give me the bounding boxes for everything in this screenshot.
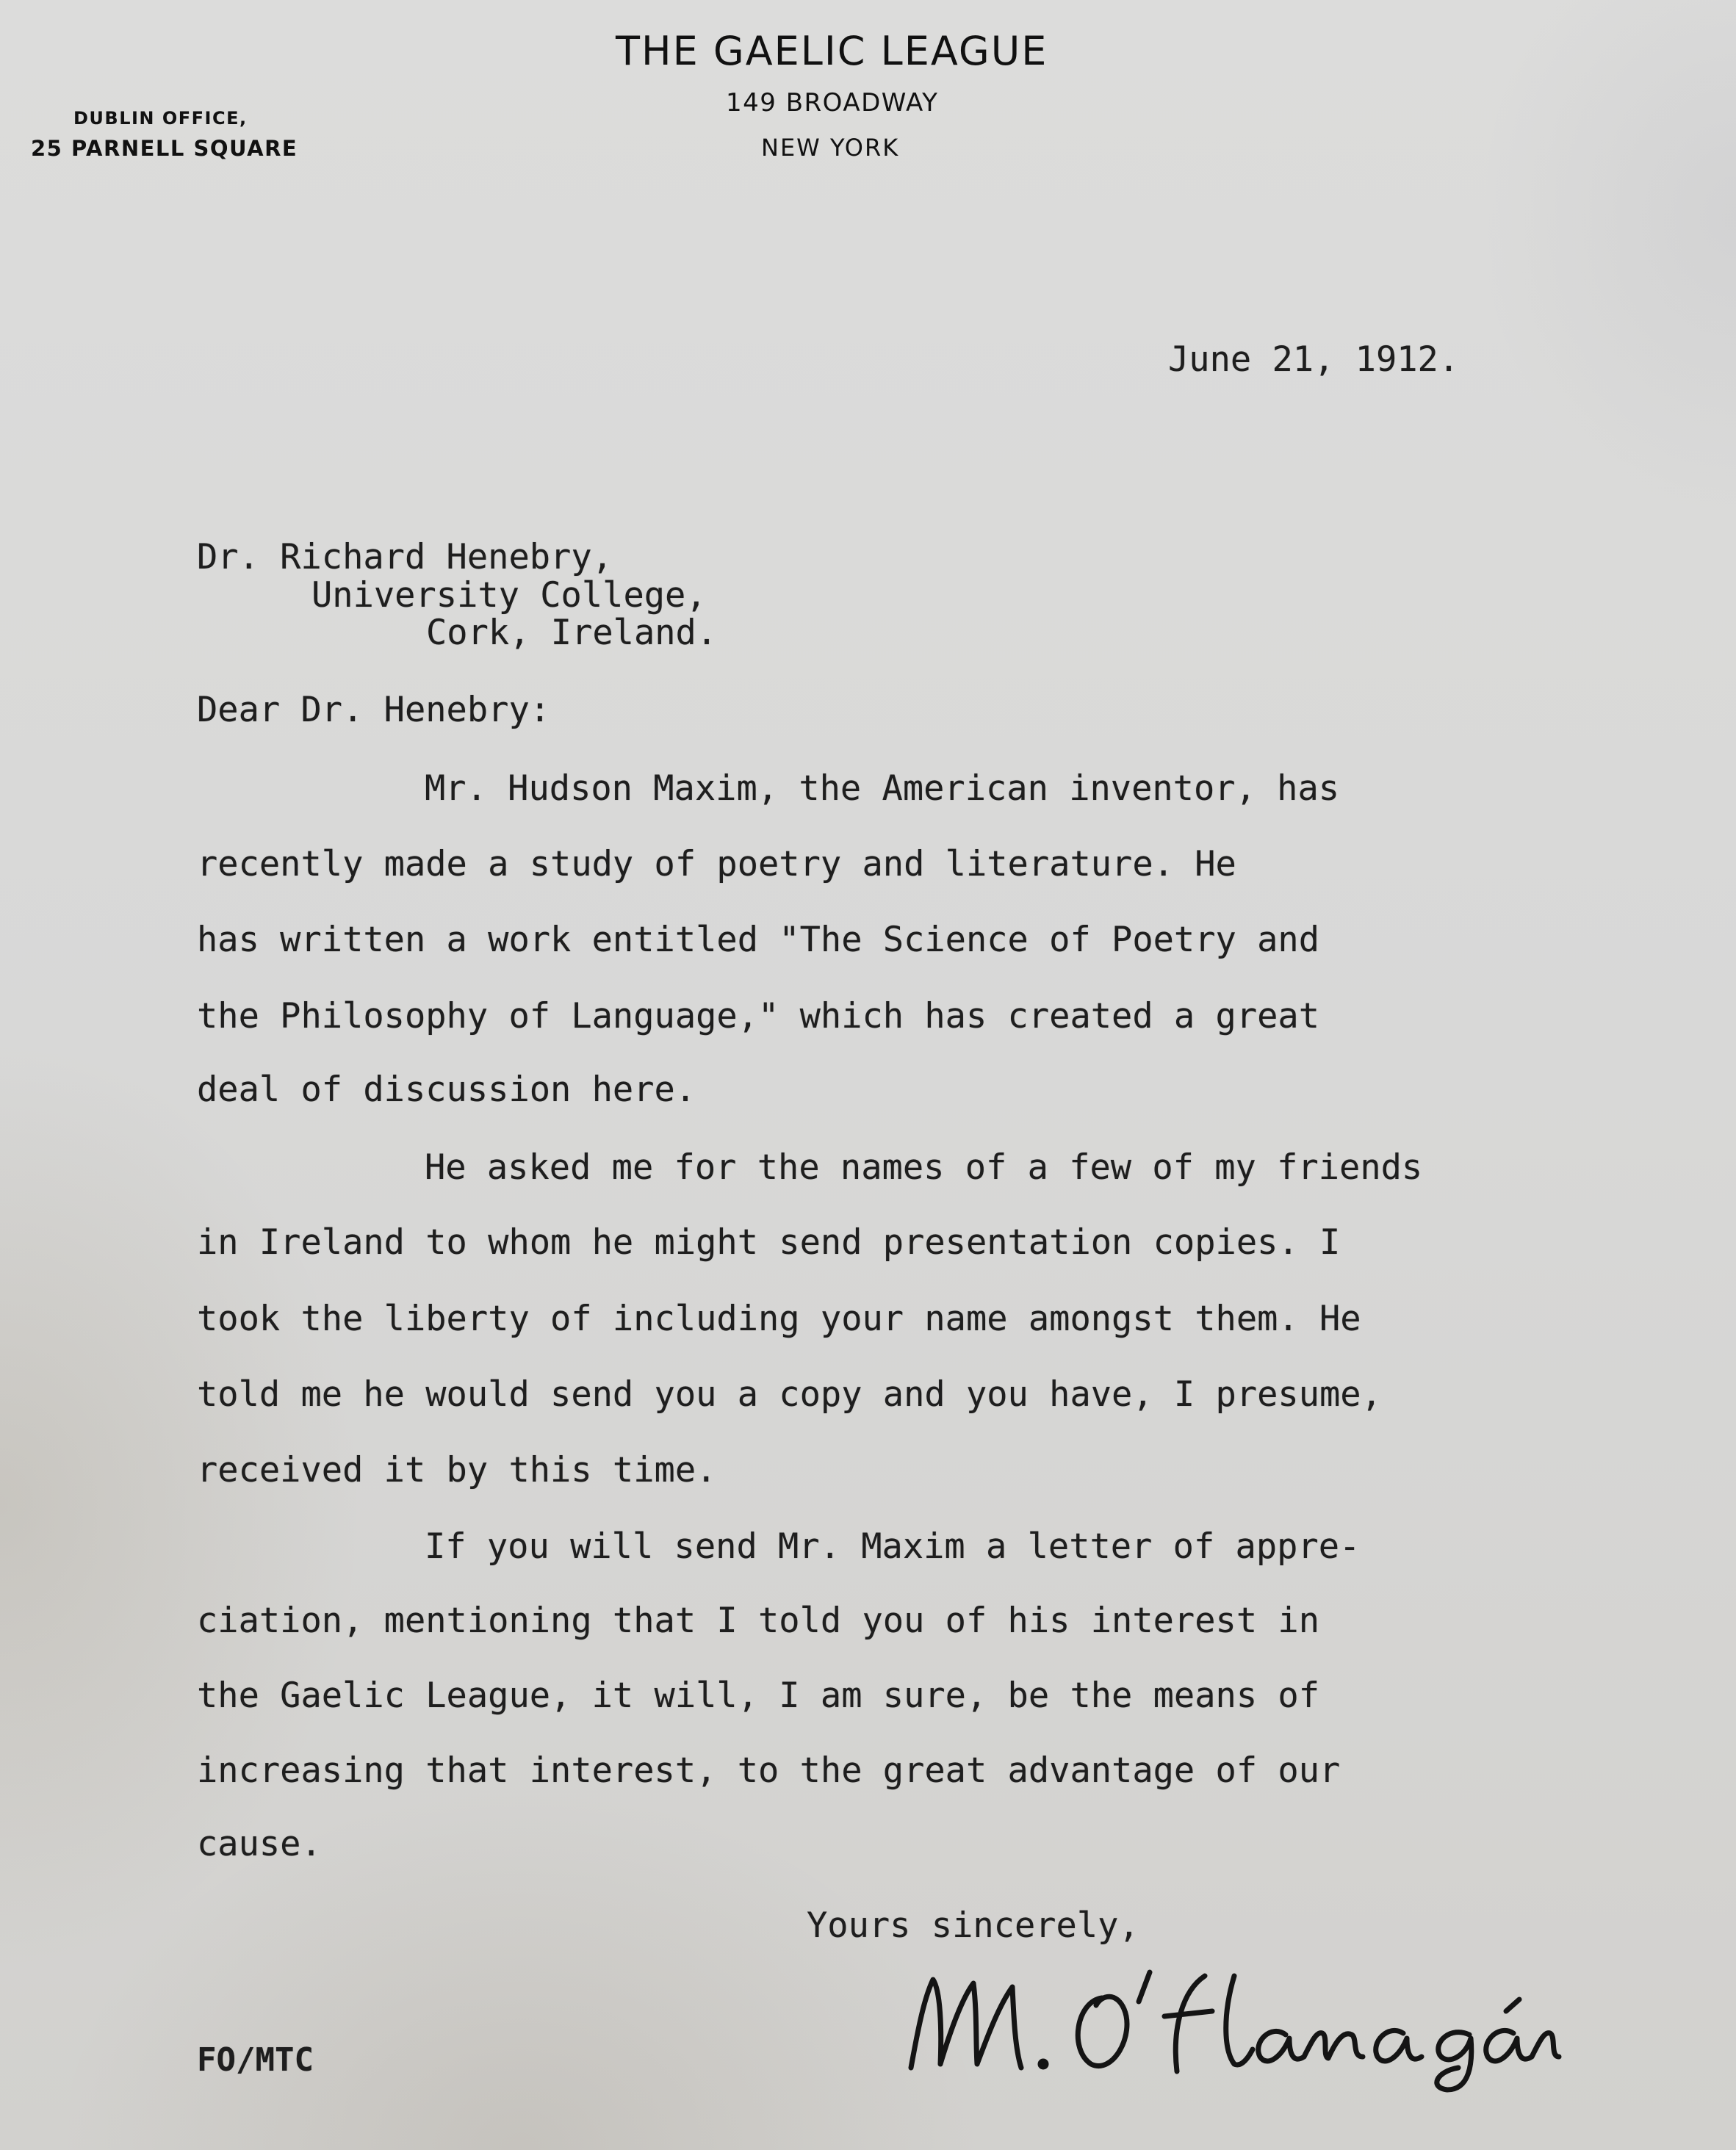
letterhead-dublin-address: 25 PARNELL SQUARE [31, 136, 298, 161]
letterhead-organization: THE GAELIC LEAGUE [616, 28, 1048, 74]
body-line: took the liberty of including your name amongst them. He [197, 1299, 1361, 1339]
body-line: the Philosophy of Language," which has created a great [197, 996, 1320, 1036]
letterhead-dublin-label: DUBLIN OFFICE, [73, 108, 248, 129]
body-line: cause. [197, 1824, 322, 1864]
closing: Yours sincerely, [807, 1905, 1139, 1946]
body-line: ciation, mentioning that I told you of his interest in [197, 1601, 1320, 1641]
body-line: If you will send Mr. Maxim a letter of appre- [425, 1526, 1361, 1567]
reference-initials: FO/MTC [197, 2041, 314, 2079]
body-line: has written a work entitled "The Science of Poetry and [197, 920, 1320, 960]
recipient-institution: University College, [311, 575, 707, 616]
recipient-location: Cork, Ireland. [426, 613, 718, 653]
body-line: Mr. Hudson Maxim, the American inventor, has [425, 768, 1340, 809]
body-line: recently made a study of poetry and literature. He [197, 844, 1236, 884]
salutation: Dear Dr. Henebry: [197, 690, 551, 730]
body-line: deal of discussion here. [197, 1069, 696, 1110]
recipient-name: Dr. Richard Henebry, [197, 537, 613, 577]
body-line: told me he would send you a copy and you have, I presume, [197, 1374, 1382, 1415]
body-line: He asked me for the names of a few of my friends [425, 1147, 1423, 1188]
letter-date: June 21, 1912. [1168, 339, 1460, 380]
letterhead-address: 149 BROADWAY [726, 88, 939, 118]
letterhead-city: NEW YORK [761, 134, 900, 162]
body-line: the Gaelic League, it will, I am sure, be the means of [197, 1675, 1320, 1716]
body-line: increasing that interest, to the great advantage of our [197, 1750, 1341, 1791]
body-line: in Ireland to whom he might send presentation copies. I [197, 1222, 1341, 1263]
body-line: received it by this time. [197, 1450, 717, 1490]
handwritten-signature [889, 1947, 1565, 2093]
